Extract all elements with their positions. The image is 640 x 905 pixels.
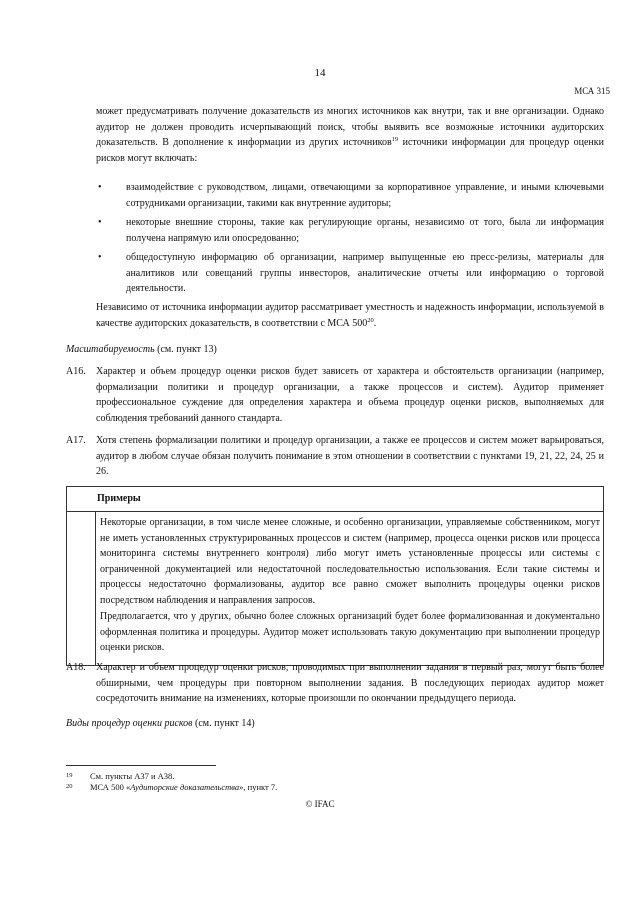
footnote-mark: 19 bbox=[66, 772, 73, 779]
bullet-item: взаимодействие с руководством, лицами, отвечающими за корпоративное управление, и иными ключевыми сотрудниками организации, такими как внутренние аудиторы; bbox=[126, 182, 604, 209]
bullet-item: некоторые внешние стороны, такие как регулирующие органы, независимо от того, была ли информация получена напрямую или опосредованно; bbox=[126, 217, 604, 244]
paragraph-number: A17. bbox=[66, 435, 86, 446]
page-number: 14 bbox=[314, 67, 326, 79]
bullet-marker: • bbox=[98, 217, 102, 228]
examples-box-body bbox=[95, 511, 604, 665]
examples-box-header bbox=[67, 487, 603, 512]
paragraph-a17: Хотя степень формализации политики и процедур организации, а также ее процессов и систем может варьироваться, аудитор в любом случае обязан получить понимание в этом отношении в соответствии с пунктами 19, 21, 22, 24, 25 и 26. bbox=[96, 435, 604, 477]
footnote-ref-20[interactable]: 20 bbox=[367, 316, 374, 324]
bullet-marker: • bbox=[98, 252, 102, 263]
footnote-text: МСА 500 «Аудиторские доказательства», пункт 7. bbox=[90, 782, 278, 792]
footnote-mark: 20 bbox=[66, 783, 73, 790]
bullet-marker: • bbox=[98, 182, 102, 193]
section-heading-scalability: Масштабируемость (см. пункт 13) bbox=[66, 344, 217, 355]
section-reference[interactable]: (см. пункт 14) bbox=[192, 718, 255, 729]
footnote-text: См. пункты A37 и A38. bbox=[90, 771, 175, 781]
paragraph-number: A18. bbox=[66, 662, 86, 673]
examples-title: Примеры bbox=[97, 493, 141, 504]
section-heading-procedure-types: Виды процедур оценки рисков (см. пункт 14) bbox=[66, 718, 255, 729]
examples-box bbox=[66, 486, 604, 666]
example-paragraph: Предполагается, что у других, обычно более сложных организаций будет более формализованная и документально оформленная политика и процедуры. Аудитор может использовать такую документацию при выполнении процедур оценки рисков. bbox=[100, 611, 600, 653]
paragraph-a18: Характер и объем процедур оценки рисков, проводимых при выполнении задания в первый раз, могут быть более обширными, чем процедуры при повторном выполнении задания. В последующих периодах аудитор может сосредоточить внимание на изменениях, которые произошли по окончании предыдущего периода. bbox=[96, 662, 604, 704]
copyright-footer: © IFAC bbox=[305, 799, 335, 809]
after-bullets-paragraph: Независимо от источника информации аудитор рассматривает уместность и надежность информации, используемой в качестве аудиторских доказательств, в соответствии с МСА $500^{20}$. bbox=[96, 302, 604, 329]
footnote-ref-19[interactable]: 19 bbox=[391, 136, 399, 143]
footnote-separator bbox=[66, 765, 216, 766]
paragraph-number: A16. bbox=[66, 366, 86, 377]
paragraph-a16: Характер и объем процедур оценки рисков будет зависеть от характера и обстоятельств организации (например, формализации политики и процедур организации, а также процессов и систем). Аудитор применяет профессиональное суждение для определения характера и объема процедур оценки рисков, выполняемых для соблюдения требований данного стандарта. bbox=[96, 366, 604, 424]
intro-paragraph: может предусматривать получение доказательств из многих источников как внутри, так и вне организации. Однако аудитор не должен проводить исчерпывающий поиск, чтобы выявить все возможные источники аудиторских доказательств. В дополнение к информации из других источников$^{19}$ источники информации для процедур оценки рисков могут включать: bbox=[96, 106, 604, 164]
document-code: МСА 315 bbox=[574, 86, 610, 96]
section-reference[interactable]: (см. пункт 13) bbox=[154, 344, 217, 355]
bullet-item: общедоступную информацию об организации, например выпущенные ею пресс-релизы, материалы для аналитиков или совещаний группы инвесторов, аналитические отчеты или информацию о торговой деятельности. bbox=[126, 252, 604, 294]
example-paragraph: Некоторые организации, в том числе менее сложные, и особенно организации, управляемые собственником, могут не иметь установленных структурированных процессов и систем (например, процесса оценки рисков или процесса мониторинга системы внутреннего контроля) либо могут иметь установленные процессы или системы с ограниченной документацией или недостаточной последовательностью использования. Если такие системы и процессы недостаточно формализованы, аудитор все равно сможет выполнить процедуры оценки рисков посредством наблюдения и направления запросов. bbox=[100, 517, 600, 606]
